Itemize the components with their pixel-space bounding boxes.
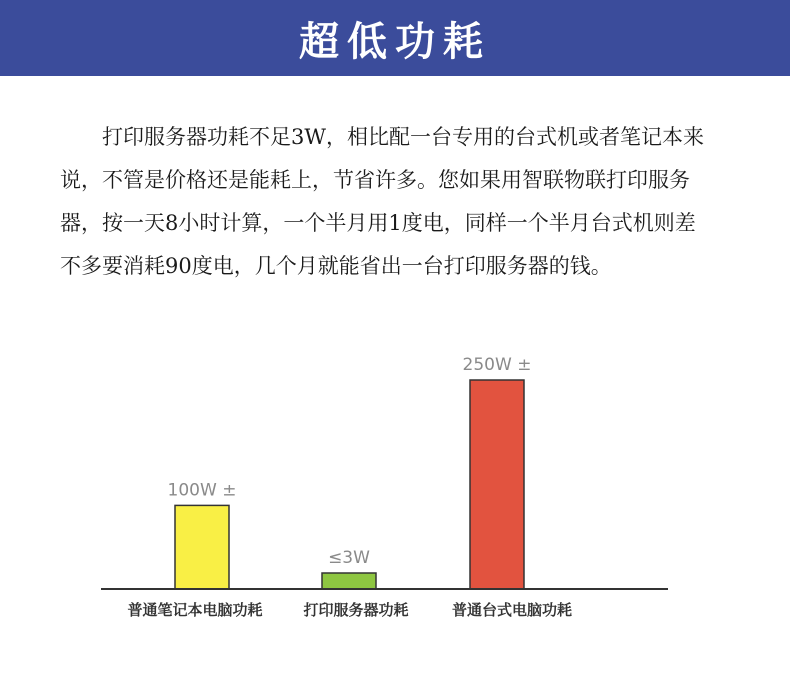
power-consumption-chart [0,330,790,640]
bar-2 [322,573,376,589]
page-title: 超低功耗 [299,18,491,65]
description-paragraph: 打印服务器功耗不足3W，相比配一台专用的台式机或者笔记本来说，不管是价格还是能耗上，节省许多。您如果用智联物联打印服务器，按一天8小时计算，一个半月用1度电，同样一个半月台式机则差不多要消耗90度电，几个月就能省出一台打印服务器的钱。 [60,125,704,278]
bar-1 [175,505,229,589]
category-label-3: 普通台式电脑功耗 [451,601,573,619]
header-banner [0,0,790,76]
category-label-1: 普通笔记本电脑功耗 [127,601,263,619]
bar-value-label-1: 100W ± [167,480,237,501]
bar-value-label-2: ≤3W [328,548,370,568]
bar-3 [470,380,524,589]
bar-value-label-3: 250W ± [462,355,532,375]
category-label-2: 打印服务器功耗 [303,601,409,619]
